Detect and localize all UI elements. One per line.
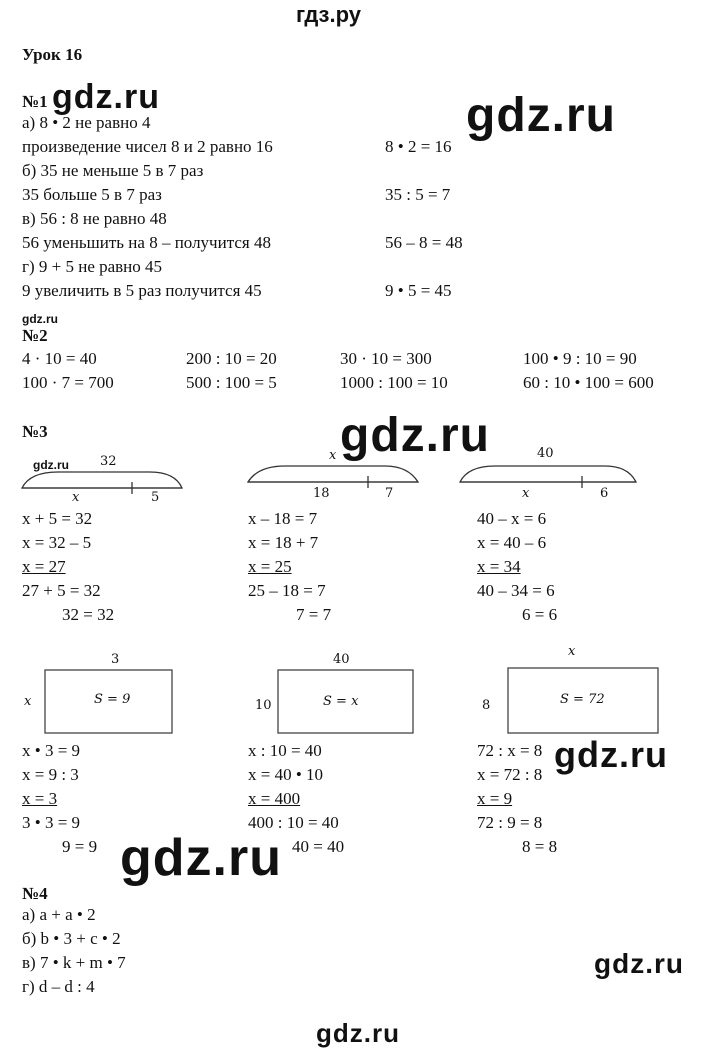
equation: 25 – 18 = 7 [248,581,326,600]
task2-item: 30 · 10 = 300 [340,349,432,368]
task2-label: №2 [22,326,48,345]
equation: x : 10 = 40 [248,741,322,760]
lesson-title: Урок 16 [22,45,83,64]
watermark: gdz.ru [316,1018,400,1048]
task1-line: в) 56 : 8 не равно 48 [22,209,167,228]
rect-label: x [568,644,576,659]
diagram-label: x [522,486,530,501]
equation: x = 9 : 3 [22,765,79,784]
task2-item: 500 : 100 = 5 [186,373,277,392]
task2-item: 1000 : 100 = 10 [340,373,448,392]
equation: 72 : x = 8 [477,741,543,760]
task1-answer: 8 • 2 = 16 [385,137,452,156]
task1-line: б) 35 не меньше 5 в 7 раз [22,161,204,180]
diagram-label: 6 [600,486,609,501]
equation: 400 : 10 = 40 [248,813,339,832]
rect-area: S = 72 [560,692,605,707]
watermark: gdz.ru [466,89,616,142]
watermark: gdz.ru [594,948,684,979]
watermark: gdz.ru [554,734,668,775]
equation: x = 72 : 8 [477,765,543,784]
equation: x – 18 = 7 [248,509,318,528]
task1-line: произведение чисел 8 и 2 равно 16 [22,137,273,156]
equation: x • 3 = 9 [22,741,81,760]
task2-item: 4 · 10 = 40 [22,349,97,368]
equation: 72 : 9 = 8 [477,813,543,832]
equation-answer: x = 400 [248,789,301,808]
task1-line: г) 9 + 5 не равно 45 [22,257,163,276]
equation: 8 = 8 [522,837,558,856]
diagram-label: 5 [151,490,160,505]
task1-answer: 35 : 5 = 7 [385,185,451,204]
task1-answer: 56 – 8 = 48 [385,233,463,252]
rect-area: S = 9 [94,692,131,707]
task2-item: 200 : 10 = 20 [186,349,277,368]
equation: x = 40 • 10 [248,765,324,784]
watermark: gdz.ru [120,829,282,887]
equation-answer: x = 3 [22,789,58,808]
equation: 40 – x = 6 [477,509,547,528]
task1-line: 9 увеличить в 5 раз получится 45 [22,281,262,300]
diagram-label: x [72,490,80,505]
equation: x = 18 + 7 [248,533,319,552]
equation: 3 • 3 = 9 [22,813,81,832]
task4-label: №4 [22,884,48,903]
task4-line: б) b • 3 + c • 2 [22,929,121,948]
rect-label: 40 [333,652,350,667]
diagram-label: 18 [313,486,330,501]
task1-line: 56 уменьшить на 8 – получится 48 [22,233,271,252]
diagram-label: 40 [537,446,554,461]
task4-line: в) 7 • k + m • 7 [22,953,126,972]
equation-answer: x = 9 [477,789,513,808]
task1-answer: 9 • 5 = 45 [385,281,452,300]
equation: 40 – 34 = 6 [477,581,555,600]
equation: 9 = 9 [62,837,98,856]
equation: x = 40 – 6 [477,533,547,552]
rect-label: x [24,694,32,709]
diagram-label: 32 [100,454,117,469]
watermark: gdz.ru [340,409,490,462]
rect-label: 8 [482,698,491,713]
watermark: gdz.ru [52,78,160,116]
rect-label: 3 [111,652,120,667]
site-header: гдз.ру [296,2,361,27]
watermark: gdz.ru [22,312,58,326]
task4-line: а) a + a • 2 [22,905,96,924]
equation-answer: x = 25 [248,557,292,576]
task1-line: 35 больше 5 в 7 раз [22,185,162,204]
task1-label: №1 [22,92,48,111]
rect-area: S = x [323,694,359,709]
task2-item: 60 : 10 • 100 = 600 [523,373,654,392]
equation: 27 + 5 = 32 [22,581,101,600]
diagram-label: 7 [385,486,394,501]
equation: 40 = 40 [292,837,345,856]
diagram-label: x [329,448,337,463]
task2-item: 100 • 9 : 10 = 90 [523,349,637,368]
equation-answer: x = 27 [22,557,66,576]
equation: x + 5 = 32 [22,509,93,528]
equation: 7 = 7 [296,605,332,624]
task1-line: а) 8 • 2 не равно 4 [22,113,151,132]
rect-label: 10 [255,698,272,713]
equation: 32 = 32 [62,605,115,624]
equation: 6 = 6 [522,605,558,624]
watermark: gdz.ru [33,458,69,472]
equation: x = 32 – 5 [22,533,92,552]
task4-line: г) d – d : 4 [22,977,95,996]
task3-label: №3 [22,422,48,441]
equation-answer: x = 34 [477,557,521,576]
task2-item: 100 · 7 = 700 [22,373,114,392]
